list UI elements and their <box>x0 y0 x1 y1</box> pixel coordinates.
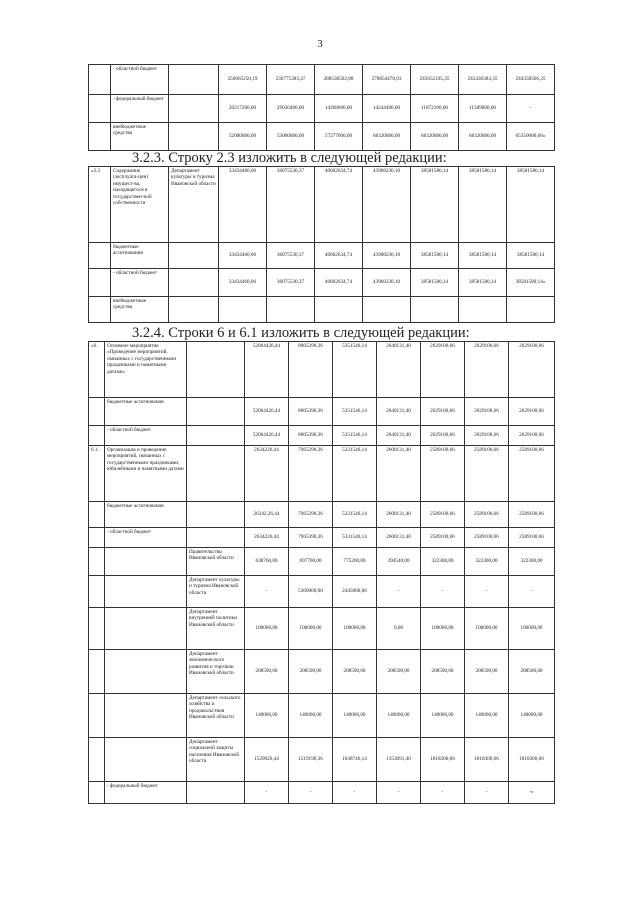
cell-value: 1818300,66 <box>509 738 555 782</box>
cell-value: 38581580,14 <box>411 167 459 243</box>
executor: Департамент социальной защиты населения Ивановской области <box>187 738 245 782</box>
cell-value: 33434460,06 <box>219 167 267 243</box>
cell-value: - <box>245 576 289 608</box>
activity-name: Основное мероприятие «Проведение мероприятий, связанных с государственными праздниками и памятными датами» <box>105 342 187 398</box>
cell-value: 2629100,66 <box>509 342 555 398</box>
cell-value: 53000000,00 <box>267 123 315 151</box>
table-row <box>89 95 555 123</box>
cell-value: -» <box>509 782 555 804</box>
table-row <box>89 650 555 694</box>
table-row <box>89 167 555 243</box>
cell-value: 0,00 <box>377 608 421 650</box>
cell-value: - <box>421 782 465 804</box>
cell-value: 208500,00 <box>465 650 509 694</box>
cell-value: 43968230,10 <box>363 243 411 269</box>
cell-value: 68320000,00 <box>411 123 459 151</box>
table-row <box>89 576 555 608</box>
cell-value: 208500,00 <box>377 650 421 694</box>
cell-value: 638760,00 <box>245 548 289 576</box>
cell-value: 11589000,00 <box>459 95 507 123</box>
cell-value: 208500,00 <box>289 650 333 694</box>
cell-value: - <box>245 782 289 804</box>
cell-value: 5351546,14 <box>333 426 377 446</box>
section-heading-3-2-3: 3.2.3. Строку 2.3 изложить в следующей редакции: <box>132 150 447 166</box>
cell-value: 2600131,40 <box>377 446 421 502</box>
table-row <box>89 426 555 446</box>
executor: Департамент культуры и туризма Ивановской области <box>187 576 245 608</box>
cell-value: 2629100,66 <box>509 398 555 426</box>
cell-value: 14244400,00 <box>363 95 411 123</box>
cell-value: 40602634,74 <box>315 269 363 297</box>
cell-value: 33434460,06 <box>219 269 267 297</box>
cell-value: 5351546,14 <box>333 398 377 426</box>
cell-value: 322300,00 <box>509 548 555 576</box>
cell-value: 1519190,36 <box>289 738 333 782</box>
cell-value: 140000,00 <box>289 694 333 738</box>
table-row <box>89 243 555 269</box>
cell-value: 5331546,14 <box>333 528 377 548</box>
cell-value: 2629100,66 <box>509 426 555 446</box>
cell-value: 38581580,14» <box>507 269 555 297</box>
cell-value: 2640131,40 <box>377 398 421 426</box>
row-label: внебюджетные средства <box>111 297 169 323</box>
budget-table-continuation <box>88 64 555 151</box>
cell-value: 8005390,36 <box>289 342 333 398</box>
row-label: бюджетные ассигнования <box>111 243 169 269</box>
executor: Департамент культуры и туризма Ивановской области <box>169 167 219 243</box>
cell-value: 68320000,00 <box>363 123 411 151</box>
cell-value: 250065250,19 <box>219 65 267 95</box>
cell-value: 36075530,37 <box>267 269 315 297</box>
table-row <box>89 123 555 151</box>
cell-value: 775200,00 <box>333 548 377 576</box>
cell-value: 8005390,36 <box>289 398 333 426</box>
cell-value: 52000000,00 <box>219 123 267 151</box>
cell-value <box>219 297 267 323</box>
row-index: «2.3 <box>89 167 111 243</box>
cell-value: 43968230,10 <box>363 167 411 243</box>
cell-value: 244358566,35 <box>507 65 555 95</box>
cell-value: 236775383,47 <box>267 65 315 95</box>
cell-value: 2634226,44 <box>245 446 289 502</box>
cell-value: 52064426,44 <box>245 342 289 398</box>
table-row <box>89 502 555 528</box>
cell-value: 38581580,14 <box>459 269 507 297</box>
cell-value: 1529026,44 <box>245 738 289 782</box>
cell-value: 26342,26,44 <box>245 502 289 528</box>
cell-value: 100000,00 <box>509 608 555 650</box>
cell-value: 38581580,14 <box>459 167 507 243</box>
cell-value: 322300,00 <box>465 548 509 576</box>
cell-value: 1353091,40 <box>377 738 421 782</box>
cell-value: 208500,00 <box>509 650 555 694</box>
table-row <box>89 446 555 502</box>
cell-value: - <box>289 782 333 804</box>
cell-value: 38581580,14 <box>411 243 459 269</box>
cell-value: 2629100,66 <box>421 342 465 398</box>
cell-value: 2589100,66 <box>509 502 555 528</box>
cell-value: 2600131,40 <box>377 502 421 528</box>
cell-value: 38581580,14 <box>411 269 459 297</box>
cell-value: 5351546,14 <box>333 342 377 398</box>
cell-value: 14268000,00 <box>315 95 363 123</box>
section-heading-3-2-4: 3.2.4. Строки 6 и 6.1 изложить в следующей редакции: <box>132 325 470 341</box>
cell-value: 2589100,66 <box>465 502 509 528</box>
rows-6-and-6-1-table <box>88 341 555 804</box>
cell-value: 36075530,37 <box>267 167 315 243</box>
row-label: - областной бюджет <box>111 65 169 95</box>
table-row <box>89 608 555 650</box>
cell-value: 33434460,06 <box>219 243 267 269</box>
cell-value: 100000,00 <box>421 608 465 650</box>
cell-value: 278854478,03 <box>363 65 411 95</box>
row-label: - областной бюджет <box>105 528 187 548</box>
cell-value: 40602634,74 <box>315 167 363 243</box>
cell-value: 38581580,14 <box>507 167 555 243</box>
table-row <box>89 548 555 576</box>
cell-value: 394540,00 <box>377 548 421 576</box>
cell-value: 100000,00 <box>289 608 333 650</box>
cell-value: 65350000,00» <box>507 123 555 151</box>
cell-value: - <box>421 576 465 608</box>
cell-value: 8005390,36 <box>289 426 333 446</box>
cell-value: 57277000,00 <box>315 123 363 151</box>
cell-value: 100000,00 <box>245 608 289 650</box>
activity-name: Содержание (эксплуата-ции) имущест-ва, находящегося в государствен-ной собственности <box>111 167 169 243</box>
cell-value <box>411 297 459 323</box>
cell-value: 322300,00 <box>421 548 465 576</box>
cell-value: 20217200,00 <box>219 95 267 123</box>
cell-value: 7965390,36 <box>289 446 333 502</box>
cell-value: 7965390,36 <box>289 528 333 548</box>
cell-value: 2589100,66 <box>421 528 465 548</box>
cell-value: 140000,00 <box>465 694 509 738</box>
cell-value: 43968230,10 <box>363 269 411 297</box>
cell-value: - <box>465 782 509 804</box>
cell-value: 208500,00 <box>333 650 377 694</box>
cell-value: 29036400,00 <box>267 95 315 123</box>
row-label: внебюджетные средства <box>111 123 169 151</box>
cell-value <box>267 297 315 323</box>
cell-value: 68320000,00 <box>459 123 507 151</box>
cell-value: 2634226,44 <box>245 528 289 548</box>
cell-value: - <box>377 782 421 804</box>
cell-value: - <box>377 576 421 608</box>
cell-value: - <box>333 782 377 804</box>
cell-value: 5331546,14 <box>333 502 377 528</box>
cell-value: 2600131,40 <box>377 528 421 548</box>
cell-value: 2589100,66 <box>421 502 465 528</box>
table-row <box>89 528 555 548</box>
cell-value: 2589100,66 <box>509 528 555 548</box>
row-label: - областной бюджет <box>111 269 169 297</box>
executor: Департамент сельского хозяйства и продовольствия Ивановской области <box>187 694 245 738</box>
cell-value: 2629100,66 <box>421 398 465 426</box>
cell-value: 1638746,14 <box>333 738 377 782</box>
cell-value: 2640131,40 <box>377 426 421 446</box>
cell-value: - <box>509 576 555 608</box>
cell-value <box>507 297 555 323</box>
cell-value: 2629100,66 <box>465 342 509 398</box>
cell-value: 1818300,66 <box>421 738 465 782</box>
cell-value: 1818300,66 <box>465 738 509 782</box>
cell-value: 208500,00 <box>245 650 289 694</box>
executor: Департамент внутренней политики Ивановской области <box>187 608 245 650</box>
cell-value: 38581580,14 <box>507 243 555 269</box>
table-row <box>89 65 555 95</box>
cell-value: 5331546,14 <box>333 446 377 502</box>
cell-value: 2589100,66 <box>465 528 509 548</box>
cell-value: 140000,00 <box>509 694 555 738</box>
activity-name: Организация и проведение мероприятий, связанных с государственными праздниками, юбилейными и памятными датами <box>105 446 187 502</box>
row-2-3-table <box>88 166 555 323</box>
cell-value: 36075530,37 <box>267 243 315 269</box>
cell-value: 11872100,00 <box>411 95 459 123</box>
cell-value <box>315 297 363 323</box>
executor: Правительство Ивановской области <box>187 548 245 576</box>
table-row <box>89 269 555 297</box>
cell-value: 7965390,36 <box>289 502 333 528</box>
cell-value: 2629100,66 <box>465 426 509 446</box>
cell-value: 2629100,66 <box>465 398 509 426</box>
cell-value: 140000,00 <box>377 694 421 738</box>
cell-value: 52064426,44 <box>245 398 289 426</box>
row-label: - областной бюджет <box>105 426 187 446</box>
cell-value: 100000,00 <box>465 608 509 650</box>
cell-value: - <box>465 576 509 608</box>
table-row <box>89 297 555 323</box>
cell-value: 245652105,35 <box>411 65 459 95</box>
cell-value: - <box>507 95 555 123</box>
cell-value: 245430384,35 <box>459 65 507 95</box>
cell-value <box>459 297 507 323</box>
cell-value: 2629100,66 <box>421 426 465 446</box>
row-index: «6. <box>89 342 105 398</box>
row-label: - федеральный бюджет <box>111 95 169 123</box>
row-label: бюджетные ассигнования <box>105 502 187 528</box>
row-index: 6.1. <box>89 446 105 502</box>
table-row <box>89 738 555 782</box>
cell-value: 2589100,66 <box>509 446 555 502</box>
cell-value: 2589100,66 <box>421 446 465 502</box>
row-label: - федеральный бюджет <box>105 782 187 804</box>
row-label: бюджетные ассигнования <box>105 398 187 426</box>
cell-value <box>363 297 411 323</box>
table-row <box>89 342 555 398</box>
cell-value: 40602634,74 <box>315 243 363 269</box>
cell-value: 140000,00 <box>333 694 377 738</box>
cell-value: 140000,00 <box>245 694 289 738</box>
cell-value: 100000,00 <box>333 608 377 650</box>
cell-value: 2589100,66 <box>465 446 509 502</box>
page-number: 3 <box>317 38 323 50</box>
table-row <box>89 398 555 426</box>
cell-value: 140000,00 <box>421 694 465 738</box>
executor: Департамент экономического развития и торговли Ивановской области <box>187 650 245 694</box>
cell-value: 38581580,14 <box>459 243 507 269</box>
cell-value: 208500,00 <box>421 650 465 694</box>
table-row <box>89 694 555 738</box>
cell-value: 697700,00 <box>289 548 333 576</box>
table-row <box>89 782 555 804</box>
cell-value: 288538502,88 <box>315 65 363 95</box>
cell-value: 52064426,44 <box>245 426 289 446</box>
cell-value: 2445000,00 <box>333 576 377 608</box>
cell-value: 2640131,40 <box>377 342 421 398</box>
cell-value: 5300000,00 <box>289 576 333 608</box>
